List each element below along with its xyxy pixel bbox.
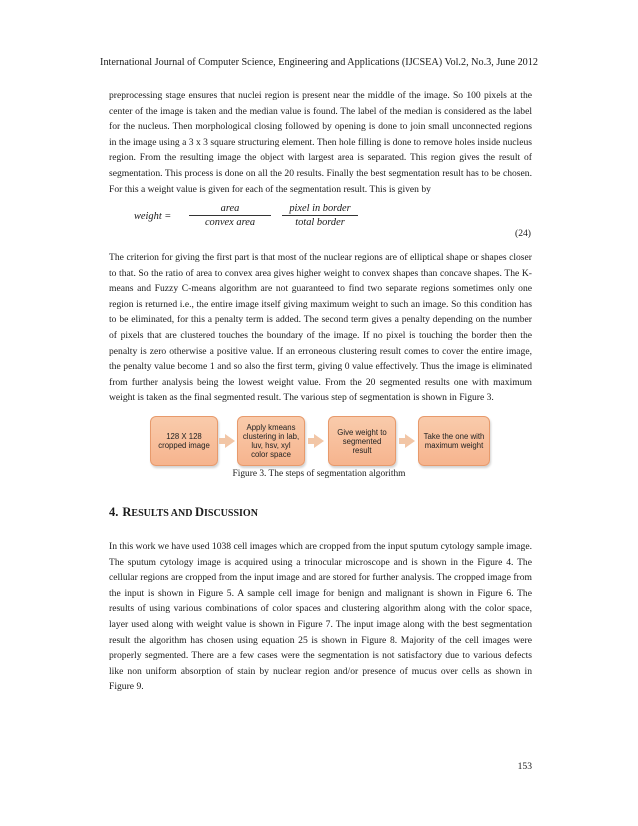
section-title-initial: R [122, 505, 132, 519]
section-title-initial: D [194, 505, 204, 519]
arrow-right-icon [405, 434, 415, 448]
fraction-numerator-pixel-in-border: pixel in border [289, 203, 351, 214]
segmentation-flowchart [150, 416, 490, 466]
section-number: 4. [109, 505, 119, 519]
step-apply-kmeans: Apply kmeans clustering in lab, luv, hsv, xyl color space [237, 416, 305, 466]
fraction-numerator-area: area [220, 203, 240, 214]
fraction-denominator-convex-area: convex area [204, 217, 256, 228]
page-number: 153 [517, 761, 532, 772]
running-header: International Journal of Computer Science, Engineering and Applications (IJCSEA) Vol.2, No.3, June 2012 [100, 57, 538, 68]
figure-caption: Figure 3. The steps of segmentation algorithm [232, 469, 406, 479]
border-fraction [282, 203, 358, 228]
equation-number: (24) [515, 228, 531, 239]
section-title-part: ESULTS AND [131, 508, 195, 519]
paragraph-preprocessing: preprocessing stage ensures that nuclei region is present near the middle of the image. So 100 pixels at the center of the image is taken and the median value is found. The label of the median is considered as the label for the nucleus. Then morphological closing followed by opening is done to join small unconnected regions in the image using a 3 x 3 square structuring element. Then hole filling is done to remove holes inside nucleus region. From the resulting image the object with largest area is separated. This region gives the result of segmentation. This process is done on all the 20 results. Finally the best segmentation result has to be chosen. For this a weight value is given for each of the segmentation result. This is given by [109, 90, 532, 195]
arrow-right-icon [225, 434, 235, 448]
area-fraction [189, 203, 271, 228]
equation-lhs: weight = [134, 211, 172, 222]
paragraph-criterion: The criterion for giving the first part is that most of the nuclear regions are of elliptical shape or shapes closer to that. So the ratio of area to convex area gives higher weight to convex shapes than concave shapes. The K-means and Fuzzy C-means algorithm are not guaranteed to find two separate regions sometimes only one region is returned i.e., the entire image itself giving maximum weight to such an image. So this condition has to be eliminated, for this a penalty term is added. The second term gives a penalty depending on the number of pixels that are clustered touches the boundary of the image. If no pixel is touching the border then the penalty is zero otherwise a positive value. If an erroneous clustering result comes to cover the entire image, the penalty value become 1 and so also the first term, giving 0 value effectively. Thus the image is eliminated from further analysis being the lowest weight value. From the 20 segmented results one with maximum weight is taken as the final segmented result. The various step of segmentation is shown in Figure 3. [109, 252, 532, 404]
step-cropped-image: 128 X 128 cropped image [150, 416, 218, 466]
arrow-right-icon [314, 434, 324, 448]
section-heading [109, 505, 258, 520]
step-take-maximum: Take the one with maximum weight [418, 416, 490, 466]
fraction-denominator-total-border: total border [295, 217, 345, 228]
section-title-part: ISCUSSION [204, 508, 258, 519]
weight-equation [134, 203, 534, 233]
step-give-weight: Give weight to segmented result [328, 416, 396, 466]
paragraph-results: In this work we have used 1038 cell images which are cropped from the input sputum cytology sample image. The sputum cytology image is acquired using a trinocular microscope and is shown in the Figure 4. The cellular regions are cropped from the input image and are stored for further analysis. The cropped image from the input is shown in Figure 5. A sample cell image for benign and malignant is shown in Figure 6. The results of using various combinations of color spaces and clustering algorithm along with the color space, layer used along with weight value is shown in Figure 7. The input image along with the best segmentation result the algorithm has chosen using equation 25 is shown in Figure 8. Majority of the cell images were properly segmented. There are a few cases were the segmentation is not satisfactory due to various defects like non uniform absorption of stain by nuclear region and/or presence of mucus over cells as shown in Figure 9. [109, 541, 532, 693]
